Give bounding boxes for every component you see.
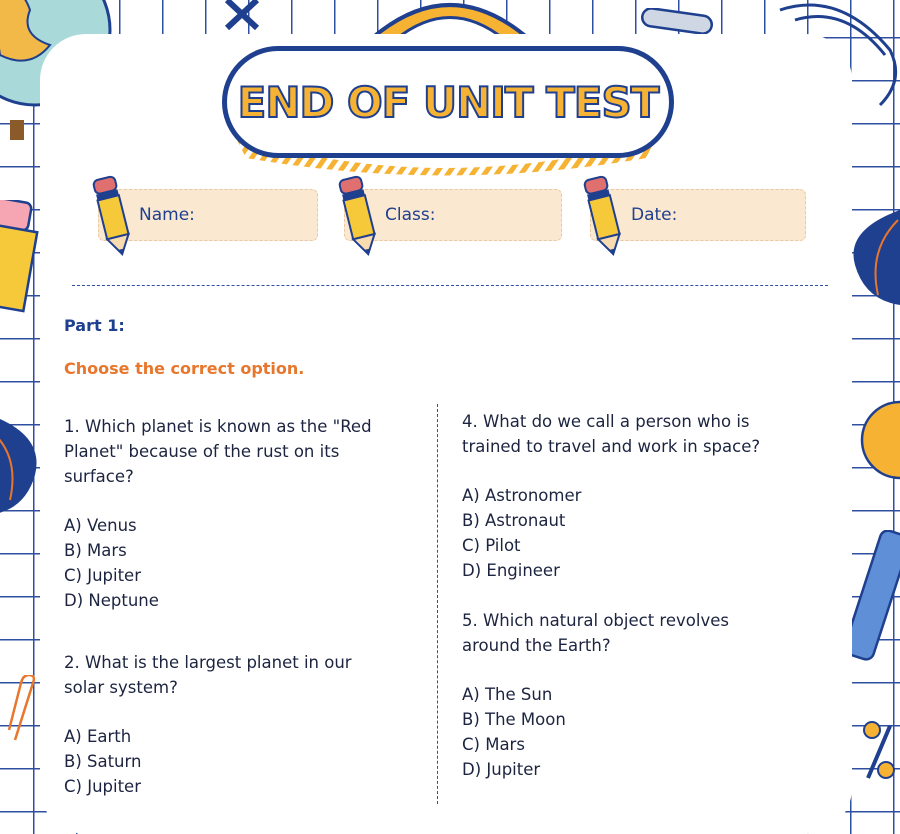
paperclip-decoration bbox=[5, 675, 41, 745]
pencil-decoration-left bbox=[0, 200, 40, 350]
option-item[interactable]: C) Jupiter bbox=[64, 566, 141, 585]
right-column bbox=[462, 409, 842, 782]
option-item[interactable]: C) Jupiter bbox=[64, 777, 141, 796]
option-item[interactable]: D) Neptune bbox=[64, 591, 159, 610]
crayon-decoration-right bbox=[848, 530, 900, 680]
instruction-text: Choose the correct option. bbox=[64, 359, 305, 378]
question-line: trained to travel and work in space? bbox=[462, 437, 761, 456]
question-line: solar system? bbox=[64, 678, 178, 697]
leaf-decoration-right bbox=[850, 205, 900, 305]
option-item[interactable]: B) Mars bbox=[64, 541, 127, 560]
question-line: around the Earth? bbox=[462, 636, 611, 655]
column-divider bbox=[437, 404, 438, 804]
option-item[interactable]: B) The Moon bbox=[462, 710, 566, 729]
pencil-icon bbox=[338, 175, 382, 259]
question-4 bbox=[462, 409, 842, 583]
option-item[interactable]: C) Mars bbox=[462, 735, 525, 754]
question-line: 1. Which planet is known as the "Red bbox=[64, 417, 372, 436]
class-label: Class: bbox=[385, 205, 436, 225]
option-item[interactable]: A) Earth bbox=[64, 727, 132, 746]
question-line: surface? bbox=[64, 467, 134, 486]
percent-decoration bbox=[858, 718, 900, 788]
option-item[interactable]: D) Engineer bbox=[462, 561, 560, 580]
section-divider bbox=[72, 285, 828, 286]
question-5 bbox=[462, 608, 842, 782]
question-line: 4. What do we call a person who is bbox=[462, 412, 750, 431]
sun-decoration-right bbox=[852, 395, 900, 485]
option-item[interactable]: C) Pilot bbox=[462, 536, 521, 555]
left-column bbox=[64, 414, 424, 799]
pencil-icon bbox=[583, 175, 627, 259]
option-item[interactable]: A) Venus bbox=[64, 516, 137, 535]
part-label: Part 1: bbox=[64, 316, 125, 335]
option-item[interactable]: B) Astronaut bbox=[462, 511, 566, 530]
option-item[interactable]: B) Saturn bbox=[64, 752, 142, 771]
question-line: 2. What is the largest planet in our bbox=[64, 653, 352, 672]
question-1 bbox=[64, 414, 424, 613]
option-item[interactable]: A) The Sun bbox=[462, 685, 553, 704]
question-line: 5. Which natural object revolves bbox=[462, 611, 729, 630]
page-title: END OF UNIT TEST bbox=[237, 77, 659, 127]
cross-decoration bbox=[222, 0, 262, 30]
option-item[interactable]: D) Jupiter bbox=[462, 760, 541, 779]
date-label: Date: bbox=[631, 205, 678, 225]
question-line: Planet" because of the rust on its bbox=[64, 442, 340, 461]
option-item[interactable]: A) Astronomer bbox=[462, 486, 582, 505]
question-2 bbox=[64, 650, 424, 799]
title-banner bbox=[222, 46, 674, 158]
name-label: Name: bbox=[139, 205, 195, 225]
pencil-icon bbox=[92, 175, 136, 259]
